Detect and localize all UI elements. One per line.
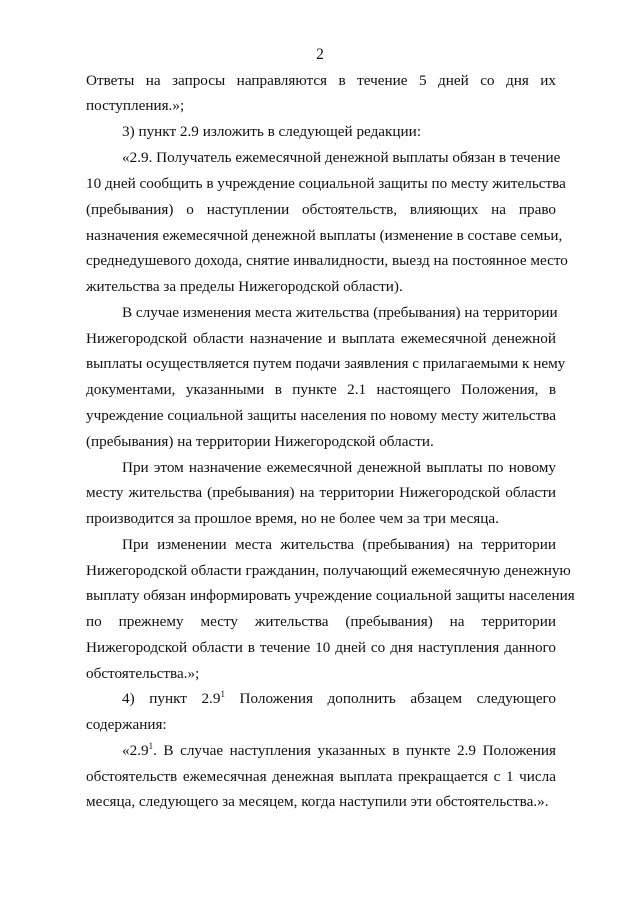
text-line: поступления.»;	[86, 97, 185, 114]
text-line: назначения ежемесячной денежной выплаты (изменение в составе семьи,	[86, 227, 563, 244]
text-line: среднедушевого дохода, снятие инвалидности, выезд на постоянное место	[86, 252, 568, 269]
text-line: 10 дней сообщить в учреждение социальной защиты по месту жительства	[86, 175, 566, 192]
text-line: месту жительства (пребывания) на территории Нижегородской области	[86, 484, 556, 501]
text-line: Нижегородской области гражданин, получающий ежемесячную денежную	[86, 562, 571, 579]
text-line: месяца, следующего за месяцем, когда наступили эти обстоятельства.».	[86, 793, 549, 810]
text-line: В случае изменения места жительства (пребывания) на территории	[122, 304, 558, 321]
text-line: содержания:	[86, 716, 167, 733]
text-line: обстоятельства.»;	[86, 665, 200, 682]
text-line: документами, указанными в пункте 2.1 настоящего Положения, в	[86, 381, 556, 398]
superscript: 1	[148, 741, 154, 751]
text-line: учреждение социальной защиты населения по новому месту жительства	[86, 407, 556, 424]
text-line: Нижегородской области в течение 10 дней со дня наступления данного	[86, 639, 556, 656]
item-4-rest: Положения дополнить абзацем следующего	[224, 690, 556, 707]
text-line: «2.9. Получатель ежемесячной денежной выплаты обязан в течение	[122, 149, 561, 166]
text-line: (пребывания) о наступлении обстоятельств, влияющих на право	[86, 201, 556, 218]
text-line: При этом назначение ежемесячной денежной выплаты по новому	[122, 459, 556, 476]
text-line: (пребывания) на территории Нижегородской области.	[86, 433, 434, 450]
text-line: выплату обязан информировать учреждение социальной защиты населения	[86, 587, 575, 604]
item-4-lead: 4) пункт 2.9	[122, 690, 221, 707]
text-line: по прежнему месту жительства (пребывания) на территории	[86, 613, 556, 630]
quoted-paragraph	[122, 741, 556, 761]
quote-lead: «2.9	[122, 742, 149, 759]
text-line: жительства за пределы Нижегородской области).	[86, 278, 403, 295]
quote-rest: . В случае наступления указанных в пункте 2.9 Положения	[153, 742, 556, 759]
text-line: 3) пункт 2.9 изложить в следующей редакции:	[122, 123, 422, 140]
text-line: обстоятельств ежемесячная денежная выплата прекращается с 1 числа	[86, 768, 556, 785]
text-line: При изменении места жительства (пребывания) на территории	[122, 536, 556, 553]
text-line: Нижегородской области назначение и выплата ежемесячной денежной	[86, 330, 556, 347]
text-line: производится за прошлое время, но не более чем за три месяца.	[86, 510, 499, 527]
text-line: выплаты осуществляется путем подачи заявления с прилагаемыми к нему	[86, 355, 566, 372]
text-line: Ответы на запросы направляются в течение 5 дней со дня их	[86, 72, 556, 89]
amendment-item-4	[122, 689, 556, 709]
page-number: 2	[316, 46, 324, 63]
superscript: 1	[220, 689, 225, 699]
